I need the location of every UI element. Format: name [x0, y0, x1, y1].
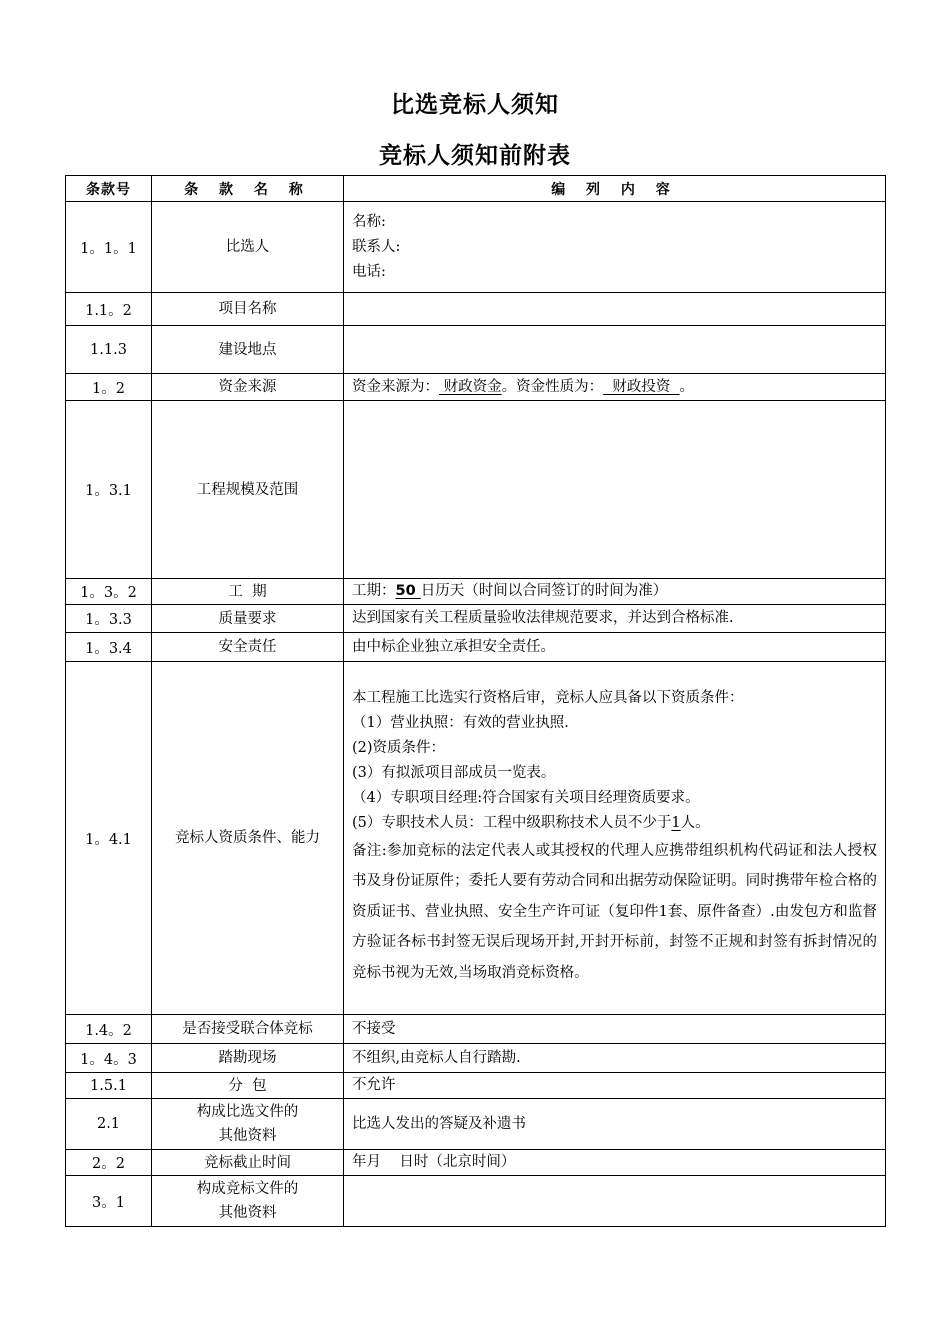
clause-no: 1。3.3: [66, 605, 152, 633]
staff-count: 1: [671, 814, 681, 831]
clause-name: 是否接受联合体竞标: [152, 1015, 344, 1044]
clause-no: 3。1: [66, 1176, 152, 1227]
table-header-row: [66, 176, 886, 202]
clause-no: 2。2: [66, 1150, 152, 1176]
content-line: 电话:: [352, 263, 386, 280]
content-line: （1）营业执照：有效的营业执照.: [352, 714, 569, 731]
table-row: [66, 374, 886, 401]
clause-name: 比选人: [152, 202, 344, 293]
header-content: 编 列 内 容: [344, 176, 886, 202]
content-line: （4）专职项目经理:符合国家有关项目经理资质要求。: [352, 789, 700, 806]
clause-no: 1。3.1: [66, 401, 152, 579]
clause-no: 1.1.3: [66, 326, 152, 374]
table-row: [66, 579, 886, 605]
content-text: 。: [679, 378, 695, 395]
clause-no: 1。4.1: [66, 662, 152, 1015]
content-text: 日历天（时间以合同签订的时间为准）: [420, 583, 668, 599]
clause-no: 1。4。3: [66, 1044, 152, 1073]
clause-name: 资金来源: [152, 374, 344, 401]
clause-name-line: 其他资料: [218, 1205, 277, 1221]
clause-name: 踏勘现场: [152, 1044, 344, 1073]
clause-content: [344, 401, 886, 579]
table-row: [66, 662, 886, 1015]
content-text: 工期：: [352, 583, 396, 599]
clause-name: 安全责任: [152, 633, 344, 662]
content-line: 联系人:: [352, 238, 401, 255]
clause-content: 由中标企业独立承担安全责任。: [344, 633, 886, 662]
clause-content: 达到国家有关工程质量验收法律规范要求，并达到合格标准.: [344, 605, 886, 633]
duration-days: 50: [395, 583, 421, 599]
clause-content: [344, 662, 886, 1015]
clause-name: 工 期: [152, 579, 344, 605]
clause-content: [344, 326, 886, 374]
content-line: 名称:: [352, 213, 386, 230]
clause-name: 建设地点: [152, 326, 344, 374]
clause-no: 1。2: [66, 374, 152, 401]
notice-appendix-table: [65, 175, 886, 1227]
table-row: [66, 401, 886, 579]
clause-content: 比选人发出的答疑及补遗书: [344, 1099, 886, 1150]
content-text: 人。: [680, 814, 710, 831]
clause-no: 2.1: [66, 1099, 152, 1150]
clause-name: 竞标人资质条件、能力: [152, 662, 344, 1015]
clause-name: 质量要求: [152, 605, 344, 633]
clause-content: 不接受: [344, 1015, 886, 1044]
clause-content: 年月 日时（北京时间）: [344, 1150, 886, 1176]
clause-content: [344, 1176, 886, 1227]
clause-content: [344, 579, 886, 605]
clause-content: 不允许: [344, 1073, 886, 1099]
header-clause-name: 条 款 名 称: [152, 176, 344, 202]
content-text: 资金来源为：: [352, 378, 439, 395]
fund-nature-value: 财政投资: [603, 378, 680, 395]
content-text: (5）专职技术人员：工程中级职称技术人员不少于: [352, 814, 672, 831]
table-row: [66, 1176, 886, 1227]
fund-source-value: 财政资金: [439, 378, 502, 395]
document-title: 比选竞标人须知: [391, 92, 559, 118]
clause-no: 1.4。2: [66, 1015, 152, 1044]
content-line: 本工程施工比选实行资格后审，竞标人应具备以下资质条件：: [352, 689, 744, 706]
clause-name-line: 其他资料: [218, 1128, 277, 1144]
table-row: [66, 633, 886, 662]
table-row: [66, 1044, 886, 1073]
clause-name: 项目名称: [152, 293, 344, 326]
content-line: [352, 811, 877, 836]
clause-content: [344, 202, 886, 293]
clause-no: 1.1。2: [66, 293, 152, 326]
clause-no: 1。3.4: [66, 633, 152, 662]
table-row: [66, 605, 886, 633]
clause-name-line: 构成比选文件的: [196, 1104, 299, 1120]
clause-name-line: 构成竞标文件的: [196, 1181, 299, 1197]
table-row: [66, 1150, 886, 1176]
content-line: (3）有拟派项目部成员一览表。: [352, 764, 556, 781]
clause-no: 1。1。1: [66, 202, 152, 293]
table-row: [66, 293, 886, 326]
clause-name: 工程规模及范围: [152, 401, 344, 579]
table-title: 竞标人须知前附表: [379, 143, 571, 169]
clause-name: 分 包: [152, 1073, 344, 1099]
table-row: [66, 202, 886, 293]
clause-name: 竞标截止时间: [152, 1150, 344, 1176]
content-text: 。资金性质为：: [501, 378, 604, 395]
clause-name: [152, 1099, 344, 1150]
content-line: (2)资质条件：: [352, 739, 446, 756]
remarks-text: 备注:参加竞标的法定代表人或其授权的代理人应携带组织机构代码证和法人授权书及身份证原件；委托人要有劳动合同和出据劳动保险证明。同时携带年检合格的资质证书、营业执照、安全生产许可证（复印件1套、原件备查）.由发包方和监督方验证各标书封签无误后现场开封,开封开标前，封签不正规和封签有拆封情况的竞标书视为无效,当场取消竞标资格。: [352, 842, 877, 981]
table-row: [66, 1073, 886, 1099]
table-row: [66, 326, 886, 374]
header-clause-no: 条款号: [66, 176, 152, 202]
clause-content: [344, 293, 886, 326]
clause-content: 不组织,由竞标人自行踏勘.: [344, 1044, 886, 1073]
clause-no: 1。3。2: [66, 579, 152, 605]
table-row: [66, 1099, 886, 1150]
clause-no: 1.5.1: [66, 1073, 152, 1099]
clause-content: [344, 374, 886, 401]
table-row: [66, 1015, 886, 1044]
clause-name: [152, 1176, 344, 1227]
